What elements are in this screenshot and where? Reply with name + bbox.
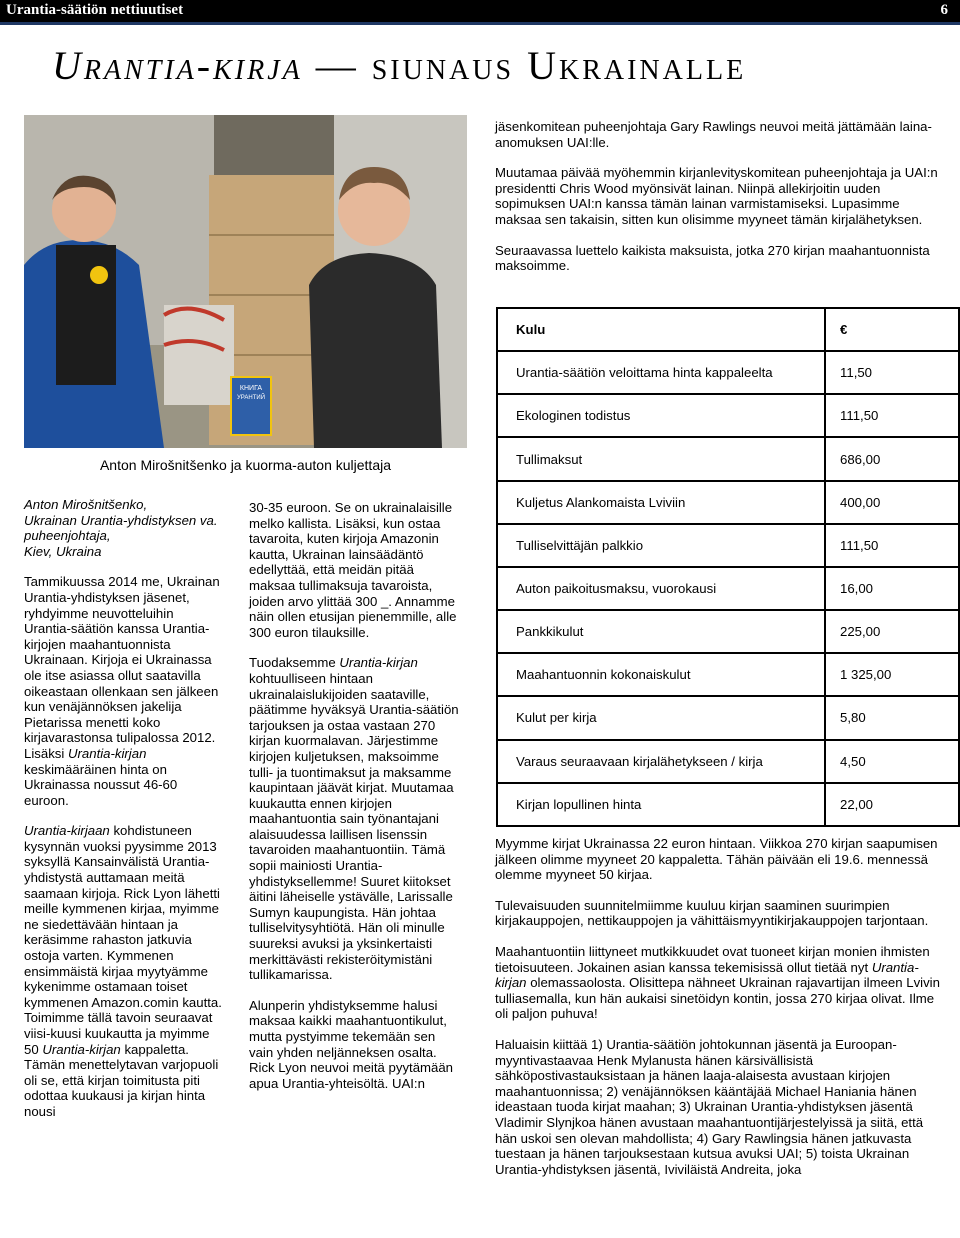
table-row [497,394,959,437]
cost-item: Urantia-säätiön veloittama hinta kappaleelta [497,351,825,394]
table-row [497,567,959,610]
newsletter-header [0,0,960,25]
cost-item: Auton paikoitusmaksu, vuorokausi [497,567,825,610]
author-name: Anton Mirošnitšenko, [24,497,148,512]
column-1 [24,497,224,1135]
paragraph: 30-35 euroon. Se on ukrainalaisille melko kallista. Lisäksi, kun ostaa tavaroita, kuten kirjoja Amazonin kautta, Ukrainan lainsäädäntö edellyttää, että meidän pitää maksaa tullimaksuja tavaroista, joiden arvo ylittää 300 _. Annamme näin ollen etusijan pienemmille, alle 300 euron tilauksille. [249,500,457,640]
paragraph: Myymme kirjat Ukrainassa 22 euron hintaan. Viikkoa 270 kirjan saapumisen jälkeen olimme myyneet 20 kappaletta. Tähän päivään eli 19.6. mennessä olemme myyneet 50 kirjaa. [495,836,938,883]
cost-value: 1 325,00 [825,653,959,696]
title-book-name: Urantia-kirja [52,43,303,88]
header-value: € [825,308,959,351]
cost-value: 111,50 [825,394,959,437]
book-cover-text-1: КНИГА [239,385,263,392]
table-row [497,481,959,524]
table-row [497,653,959,696]
table-row [497,524,959,567]
title-rest: siunaus Ukrainalle [371,43,747,88]
paragraph: Alunperin yhdistyksemme halusi maksaa kaikki maahantuontikulut, mutta pystyimme tekemään sen vain yhden neljänneksen osalta. Rick Lyon neuvoi meitä pyytämään apua Urantia-yhteisöltä. UAI:n [249,997,454,1091]
cost-item: Kuljetus Alankomaista Lviviin [497,481,825,524]
author-location: Kiev, Ukraina [24,543,102,559]
cost-item: Tullimaksut [497,437,825,480]
cost-value: 400,00 [825,481,959,524]
column-3-bottom [495,836,945,1192]
paragraph: Maahantuontiin liittyneet mutkikkuudet ovat tuoneet kirjan monien ihmisten tietoisuuteen. Jokainen asian kanssa tekemisissä ollut tietää nyt Urantia-kirjan olemassaolosta. Olisittepa nähneet Ukrainan rajavartijan ilmeen Lvivin tulliasemalla, kun hän aukaisi sinetöidyn kontin, jossa 270 kirjaa olivat. Ilme oli paljon puhuva! [495,943,940,1022]
cost-item: Maahantuonnin kokonaiskulut [497,653,825,696]
paragraph: jäsenkomitean puheenjohtaja Gary Rawlings neuvoi meitä jättämään laina-anomuksen UAI:lle. [495,119,932,150]
cost-value: 5,80 [825,696,959,739]
paragraph: Urantia-kirjaan kohdistuneen kysynnän vuoksi pyysimme 2013 syksyllä Kansainvälistä Urantia-yhdistystä auttamaan meitä saamaan kirjoja. Rick Lyon lähetti meille kymmenen kirjaa, myimme ne siedettävään hintaan ja keräsimme rahaston jatkuvia ostoja varten. Kymmenen ensimmäistä kirjaa myytyämme kykenimme ostamaan toiset kymmenen Amazon.comin kautta. Toimimme tällä tavoin seuraavat viisi-kuusi kuukautta ja myimme 50 Urantia-kirjan kappaletta. Tämän menettelytavan varjopuoli oli se, että kirjan toimitusta piti odottaa kuukausi ja kirjan hinta nousi [24,823,222,1119]
author-byline [24,497,224,559]
cost-value: 11,50 [825,351,959,394]
article-photo [24,115,467,448]
cost-value: 111,50 [825,524,959,567]
photo-illustration [24,115,467,448]
cost-value: 686,00 [825,437,959,480]
paragraph: Haluaisin kiittää 1) Urantia-säätiön johtokunnan jäsentä ja Euroopan-myyntivastaavaa Henk Mylanusta hänen kärsivällisistä sähköpostivastauksistaan ja hänen laaja-alaisesta avustaan kirjojen maahantuonnissa; 2) venäjännöksen kääntäjää Michael Haniania hänen ideastaan tuoda kirjat maahan; 3) Ukrainan Urantia-yhdistyksen jäsentä Vladimir Slynjkoa hänen avustaan maahantuontijärjestelyissä ja siitä, että hän uskoi sen olevan mahdollista; 4) Gary Rawlingsia hänen jatkuvasta tuestaan ja hänen tarjouksestaan kutsua avuksi UAI; 5) toista Ukrainan Urantia-yhdistyksen jäsentä, Iviviläistä Andreita, joka [495,1036,924,1177]
publication-name: Urantia-säätiön nettiuutiset [6,2,184,18]
cost-value: 22,00 [825,783,959,826]
cost-value: 225,00 [825,610,959,653]
cost-item: Kirjan lopullinen hinta [497,783,825,826]
title-dash: — [302,43,372,88]
cost-item: Pankkikulut [497,610,825,653]
table-row [497,783,959,826]
cost-item: Kulut per kirja [497,696,825,739]
photo-caption: Anton Mirošnitšenko ja kuorma-auton kuljettaja [99,457,392,473]
paragraph: Tulevaisuuden suunnitelmiimme kuuluu kirjan saaminen suurimpien kirjakauppojen, nettikauppojen ja vähittäismyyntikirjakauppojen tarjontaan. [495,897,929,929]
cost-table [496,307,960,827]
table-row [497,740,959,783]
paragraph: Muutamaa päivää myöhemmin kirjanlevityskomitean puheenjohtaja ja UAI:n presidentti Chris Wood myönsivät lainan. Niinpä allekirjoitin uuden sopimuksen UAI:n kanssa tämän lainan varmistamiseksi. Lupasimme maksaa sen takaisin, sitten kun olisimme myyneet tämän kirjalähetyksen. [495,165,938,227]
page-number: 6 [940,2,948,18]
paragraph: Tuodaksemme Urantia-kirjan kohtuulliseen hintaan ukrainalaislukijoiden saataville, päätimme hyväksyä Urantia-säätiön tarjouksen ja ostaa vastaan 270 kirjan kuormalavan. Järjestimme kirjojen kuljetuksen, maksoimme tulli- ja tuontimaksut ja maksamme kaupintaan jäävät kirjat. Muutamaa kuukautta ennen kirjojen maahantuontia sain työnantajani alaisuudessa laillisen lisenssin tavaroiden maahantuontiin. Tämä sopii mainiosti Urantia-yhdistyksellemme! Suuret kiitokset äitini läheiselle ystävälle, Larissalle Sumyn kaupungista. Hän johtaa tulliselvitysyhtiötä. Hän oli minulle suureksi avuksi ja yksinkertaisti merkittävästi rekisteröitymistäni tullikamarissa. [249,655,459,983]
book-cover-text-2: УРАНТИЙ [236,395,266,401]
table-row [497,351,959,394]
cost-value: 16,00 [825,567,959,610]
cost-table-header [497,308,959,351]
cost-item: Ekologinen todistus [497,394,825,437]
header-item: Kulu [497,308,825,351]
paragraph: Seuraavassa luettelo kaikista maksuista, jotka 270 kirjan maahantuonnista maksoimme. [495,242,930,274]
cost-item: Tulliselvittäjän palkkio [497,524,825,567]
column-2 [249,500,461,1106]
article-title [52,42,952,89]
table-row [497,610,959,653]
paragraph: Tammikuussa 2014 me, Ukrainan Urantia-yhdistyksen jäsenet, ryhdyimme neuvotteluihin Urantia-säätiön kanssa Urantia-kirjojen maahantuonnista Ukrainaan. Kirjoja ei Ukrainassa ole itse asiassa ollut saatavilla oikeastaan ollenkaan sen jälkeen kun venäjännöksen jakelija Pietarissa menetti koko kirjavarastonsa tulipalossa 2012. Lisäksi Urantia-kirjan keskimääräinen hinta on Ukrainassa noussut 46-60 euroon. [24,574,220,808]
table-row [497,437,959,480]
table-row [497,696,959,739]
cost-value: 4,50 [825,740,959,783]
column-3-top [495,119,945,289]
cost-item: Varaus seuraavaan kirjalähetykseen / kirja [497,740,825,783]
author-role: Ukrainan Urantia-yhdistyksen va. puheenjohtaja, [24,512,218,544]
